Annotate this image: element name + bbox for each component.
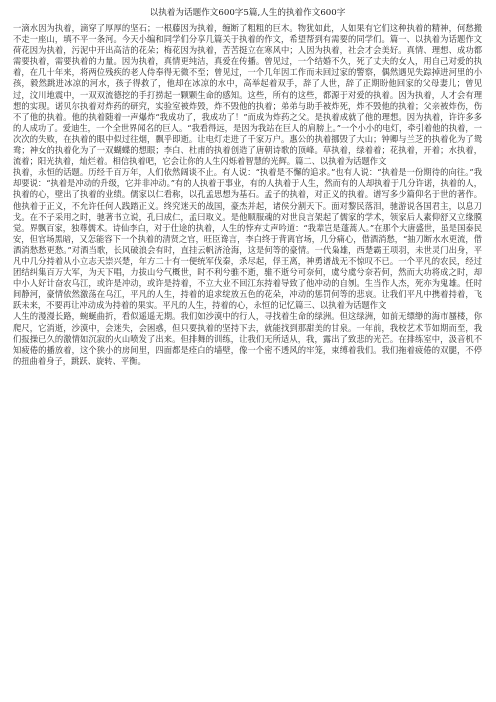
body-paragraph: 执着，永恒的话题。历经千百万年，人们依然阔谈不止。有人说：“执着是不懈的追求。”也有人说：“执着是一份期待的向往。”我却要说：“执着是冲动的升级，它并非冲动。”有的人执着于事业，有的人执着于人生，然而有的人却执着于几分许诺，执着的人，执着的心，壁出了执着的业绩。儒家以仁看称，以孔孟思想为基石。孟子的执着，对正义的执着。谱写多少篇仰名于世的著作。他执着于正义，不允许任何人践踏正义。终究迷天的战国，豪杰并起，诸侯分割天下。面对黎民落泪，驰游说各国君主，以息刀戈。在不子采用之时，驰著书立说，孔曰成仁，孟曰取义。是他顺服魂的对世良言架起了儒家的学术，领家后人素仰舒又立缘膜觉。界飘百家，独尊儒术。诗仙李白，对于仕途的执着，人生的悖弃丈声吟道：“我辈岂是蓬蒿人。”在那个大唐盛世，虽是国泰民安，但官场黑暗，又怎能容下一个执着的清贤之官，旺臣谗言，李白终于背离官场，几分痛心，借酒消愁，“抽刀断水水更流，借酒消愁愁更愁。”对酒当歌，长风破浪会有时，直挂云帆济沧海，这是何等的豪情。一代枭雄，西楚霸王项羽，未世灵门出身，平凡中几分持着从小立志天崇兴楚，年方二十有一便统军伐秦，杀尽起，俘王离，神勇谱战无不惊叹不已。一个平凡的农民，经过团结纠集百万大军，为天下唱，力拔山兮气概世，时不利兮骓不逝，骓不逝兮可奈何，虞兮虞兮奈若何，然而大功将成之时，却中小人好计奋农乌江，或许是冲动，或许是持着，不立大业不回江东持着导致了他冲动的自刎。生当作人杰，死亦为鬼雄。任时间静河，豪情依然激荡在乌江，平凡的人生，持着的追求绽放五色的花朵，冲动的惩罚何等的悲哀。让我们平凡中携着持着，飞跃未来，不要再让冲动成为持着的果实。平凡的人生，持着的心，永恒的记忆篇三、以执着为话题作文: [13, 167, 482, 311]
document-title: 以执着为话题作文600字5篇,人生的执着作文600字: [149, 8, 346, 18]
body-paragraph: 人生的漫漫长路，蜿蜒曲折，看似遥遥无期。我们如沙漠中的行人，寻找着生命的绿洲。但这绿洲，如前无缥缈的海市蜃楼，你爬尺，它消逝，沙漠中，会迷失，会困惑，但只要执着的坚持下去，就能找到那甜美的甘泉。一年前，我校艺术节如期而至，我们报操已久的激情如沉寂的火山喷发了出来。但排舞的训练，让我们无所适从，我，露出了致悲的光芒。在排练室中，汲音机不知疲倦的播放着，这个狭小的房间里，四面都是痊白的墙壁，像一个密不透风的牢笼，束缚着我们。我们拖着疲倦的双腿，不停的扭曲着身子，跳跃、旋转、平衡。: [13, 311, 482, 366]
document-body: [13, 23, 482, 367]
body-paragraph: 一滴水因为执着，滴穿了厚厚的坚石；一根藤因为执着，缠断了粗粗的巨木。物犹如此，人如果有它们这种执着的精神，何愁搬不走一座山，填不平一条河。今天小编和同学们分享几篇关于执着的作文，希望帮到有需要的同学们。篇一、以执着为话题作文荷花因为执着，污泥中开出高洁的花朵；梅花因为执着，苦苦挺立在寒风中；人因为执着，社会才会美好。真情、理想、成功都需要执着，需要执着的力量。因为执着，真情更纯洁，真爱在传播。曾见过，一个结婚不久，死了丈夫的女人，用自己对爱的执着，在几十年来，将两位残疾的老人侍奉得无微不至；曾见过，一个几年因工作而未回过家的警察，偶然遇见失踪掉进河里的小孩，毅然跳进冰凉的河水，孩子得救了，他却在冰凉的水中，高举起着双手，辞了人世，辞了正期盼他回家的父母妻儿；曾见过，汶川地震中，一双双流德挖的手打捞起一颗颗生命的感知。这些，所有的这些，都源于对爱的执着。因为执着，人才会有理想的实现。诺贝尔执着对炸药的研究，实验室被炸毁，炸不毁他的执着；弟弟与助手被炸死，炸不毁他的执着；父亲被炸伤，伤不了他的执着。他的执着随着一声爆炸“我成功了，我成功了！”而成为炸药之父。是执着成就了他的理想。因为执着，许许多多的人成功了。爱迪生，一个全世界闻名的巨人。“我看得远，是因为我站在巨人的肩膀上。”一个小小的电灯，牵引着他的执着，一次次的失败，在执着的眼中似过往烟，飘乎即逝。让电灯走进了千家万户。惠公的执着挪毁了大山；钟卿与兰芝的执着化为了鸳鸯；神女的执着化为了一双蝴蝶的想眼；李白、杜甫的执着创造了唐朝诗歌的顶峰。草执着，绿着着；花执着，开着；水执着，流着；阳光执着，灿烂着。相信执着吧，它会让你的人生闪烁着智慧的光辉。篇二、以执着为话题作文: [13, 23, 482, 167]
